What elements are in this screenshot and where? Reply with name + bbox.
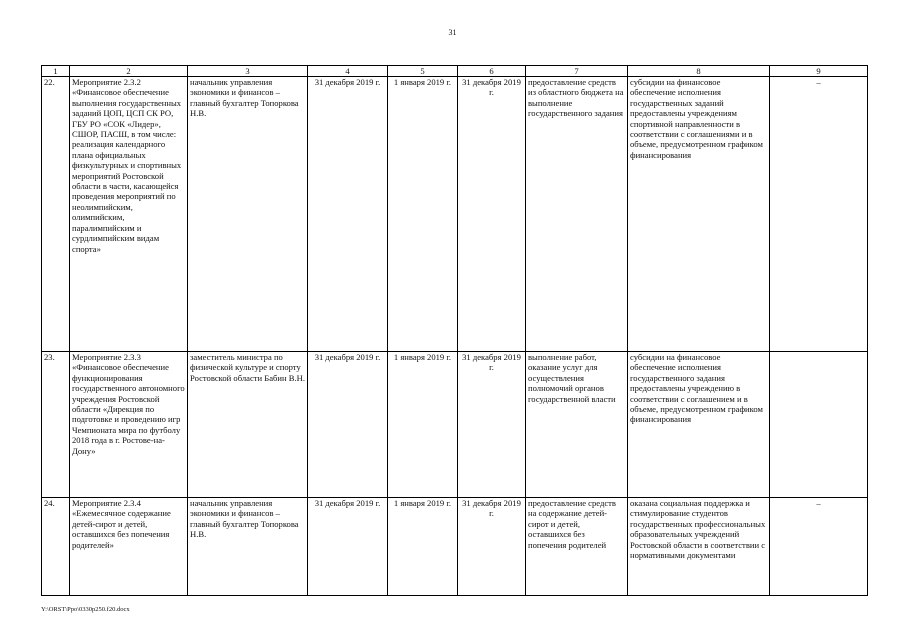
header-cell: 6 [458,66,526,77]
header-cell: 9 [770,66,868,77]
row-number: 23. [42,352,70,498]
header-cell: 8 [628,66,770,77]
page-number: 31 [448,28,457,37]
table-row [42,77,868,352]
note-cell: – [770,498,868,596]
responsible-cell: заместитель министра по физической культуре и спорту Ростовской области Бабин В.Н. [188,352,308,498]
outcome-cell: субсидии на финансовое обеспечение исполнения государственного задания предоставлены учреждению в соответствии с соглашением и в объеме, предусмотренном графиком финансирования [628,352,770,498]
measures-table [41,65,868,596]
note-cell: – [770,77,868,352]
header-cell: 4 [308,66,388,77]
header-cell: 7 [526,66,628,77]
date-cell: 1 января 2019 г. [388,77,458,352]
result-cell: предоставление средств из областного бюджета на выполнение государственного задания [526,77,628,352]
row-number: 24. [42,498,70,596]
outcome-cell: оказана социальная поддержка и стимулирование студентов государственных профессиональных образовательных учреждений Ростовской области в соответствии с нормативными документами [628,498,770,596]
file-path: Y:\ORST\Ppo\0330p250.f20.docx [41,606,130,613]
date-cell: 31 декабря 2019 г. [308,498,388,596]
header-cell: 3 [188,66,308,77]
date-cell: 31 декабря 2019 г. [458,77,526,352]
note-cell [770,352,868,498]
event-cell: Мероприятие 2.3.2 «Финансовое обеспечение выполнения государственных заданий ЦОП, ЦСП СК РО, ГБУ РО «СОК «Лидер», СШОР, ПАСШ, в том числе: реализация календарного плана официальных физкультурных и спортивных мероприятий Ростовской области в части, касающейся проведения мероприятий по неолимпийским, олимпийским, паралимпийским и сурдлимпийским видам спорта» [70,77,188,352]
table-row [42,352,868,498]
row-number: 22. [42,77,70,352]
date-cell: 31 декабря 2019 г. [308,77,388,352]
event-cell: Мероприятие 2.3.3 «Финансовое обеспечение функционирования государственного автономного учреждения Ростовской области «Дирекция по подготовке и проведению игр Чемпионата мира по футболу 2018 года в г. Ростове-на-Дону» [70,352,188,498]
responsible-cell: начальник управления экономики и финансов – главный бухгалтер Топоркова Н.В. [188,498,308,596]
date-cell: 31 декабря 2019 г. [458,498,526,596]
event-cell: Мероприятие 2.3.4 «Ежемесячное содержание детей-сирот и детей, оставшихся без попечения родителей» [70,498,188,596]
result-cell: выполнение работ, оказание услуг для осуществления полномочий органов государственной власти [526,352,628,498]
date-cell: 31 декабря 2019 г. [308,352,388,498]
header-cell: 2 [70,66,188,77]
date-cell: 31 декабря 2019 г. [458,352,526,498]
date-cell: 1 января 2019 г. [388,498,458,596]
result-cell: предоставление средств на содержание детей-сирот и детей, оставшихся без попечения родителей [526,498,628,596]
header-cell: 1 [42,66,70,77]
header-cell: 5 [388,66,458,77]
table-row [42,498,868,596]
outcome-cell: субсидии на финансовое обеспечение исполнения государственных заданий предоставлены учреждениям спортивной направленности в соответствии с соглашениями и в объеме, предусмотренном графиком финансирования [628,77,770,352]
responsible-cell: начальник управления экономики и финансов – главный бухгалтер Топоркова Н.В. [188,77,308,352]
header-row [42,66,868,77]
date-cell: 1 января 2019 г. [388,352,458,498]
